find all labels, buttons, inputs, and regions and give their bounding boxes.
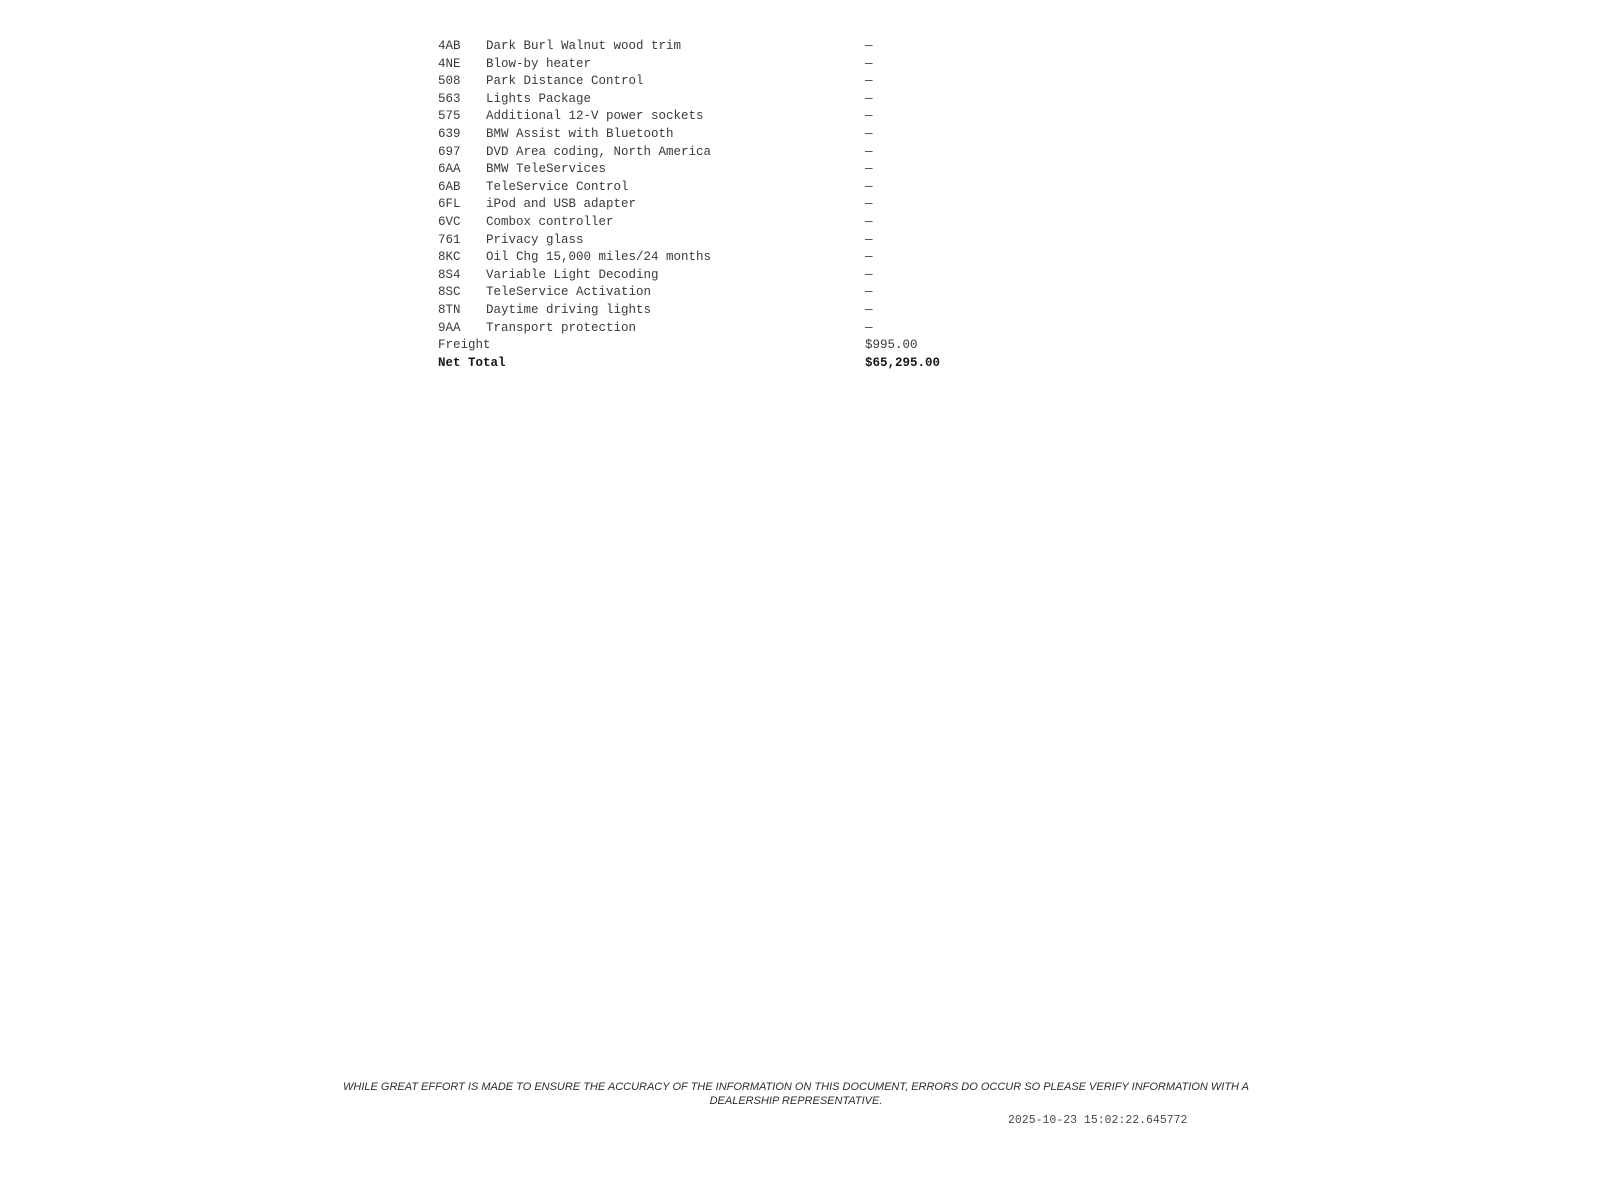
options-list <box>438 38 940 372</box>
summary-price: $995.00 <box>865 338 918 353</box>
option-code: 6AB <box>438 179 461 194</box>
option-code: 761 <box>438 232 461 247</box>
option-row <box>438 38 940 56</box>
option-row <box>438 161 940 179</box>
option-price: — <box>865 109 873 124</box>
option-description: Daytime driving lights <box>486 302 652 317</box>
option-code: 4AB <box>438 39 461 53</box>
option-price: — <box>865 285 873 300</box>
option-code: 508 <box>438 74 461 89</box>
disclaimer-line-2: DEALERSHIP REPRESENTATIVE. <box>709 1094 883 1107</box>
option-row <box>438 284 940 302</box>
option-price: — <box>865 162 873 177</box>
option-price: — <box>865 126 873 141</box>
option-price: — <box>865 179 873 194</box>
option-code: 8TN <box>438 302 461 317</box>
summary-label: Net Total <box>438 355 506 370</box>
option-row <box>438 56 940 74</box>
option-price: — <box>865 320 873 335</box>
option-code: 4NE <box>438 56 461 71</box>
option-price: — <box>865 267 873 282</box>
option-description: Dark Burl Walnut wood trim <box>486 39 682 53</box>
option-code: 6FL <box>438 197 461 212</box>
option-code: 697 <box>438 144 461 159</box>
option-description: TeleService Control <box>486 179 629 194</box>
option-price: — <box>865 144 873 159</box>
option-code: 8KC <box>438 250 461 265</box>
option-description: Variable Light Decoding <box>486 267 659 282</box>
option-row <box>438 196 940 214</box>
option-price: — <box>865 214 873 229</box>
option-code: 6AA <box>438 162 461 177</box>
option-description: Privacy glass <box>486 232 584 247</box>
option-row <box>438 91 940 109</box>
option-row <box>438 179 940 197</box>
option-code: 6VC <box>438 214 461 229</box>
option-row <box>438 144 940 162</box>
generation-timestamp: 2025-10-23 15:02:22.645772 <box>1008 1114 1188 1127</box>
summary-label: Freight <box>438 338 491 353</box>
option-price: — <box>865 91 873 106</box>
option-row <box>438 126 940 144</box>
option-description: TeleService Activation <box>486 285 652 300</box>
summary-price: $65,295.00 <box>865 355 941 370</box>
summary-row <box>438 337 940 355</box>
option-code: 575 <box>438 109 461 124</box>
option-description: Oil Chg 15,000 miles/24 months <box>486 250 712 265</box>
option-price: — <box>865 197 873 212</box>
option-description: Transport protection <box>486 320 637 335</box>
option-description: Park Distance Control <box>486 74 644 89</box>
option-code: 8SC <box>438 285 461 300</box>
option-row <box>438 249 940 267</box>
option-row <box>438 108 940 126</box>
option-description: BMW Assist with Bluetooth <box>486 126 674 141</box>
option-price: — <box>865 39 873 53</box>
option-price: — <box>865 74 873 89</box>
option-description: DVD Area coding, North America <box>486 144 712 159</box>
disclaimer-line-1: WHILE GREAT EFFORT IS MADE TO ENSURE THE ACCURACY OF THE INFORMATION ON THIS DOCUMENT, ERRORS DO OCCUR SO PLEASE VERIFY INFORMATION WITH A <box>343 1081 1249 1093</box>
option-row <box>438 214 940 232</box>
option-description: Lights Package <box>486 91 592 106</box>
option-code: 563 <box>438 91 461 106</box>
option-row <box>438 73 940 91</box>
option-price: — <box>865 56 873 71</box>
option-description: BMW TeleServices <box>486 162 607 177</box>
net-total-row <box>438 355 940 373</box>
option-code: 9AA <box>438 320 461 335</box>
option-description: Combox controller <box>486 214 614 229</box>
option-code: 8S4 <box>438 267 461 282</box>
option-row <box>438 232 940 250</box>
option-price: — <box>865 250 873 265</box>
option-row <box>438 302 940 320</box>
option-row <box>438 320 940 338</box>
option-price: — <box>865 302 873 317</box>
option-description: Blow-by heater <box>486 56 592 71</box>
option-description: Additional 12-V power sockets <box>486 109 704 124</box>
option-row <box>438 267 940 285</box>
option-code: 639 <box>438 126 461 141</box>
option-description: iPod and USB adapter <box>486 197 637 212</box>
option-price: — <box>865 232 873 247</box>
disclaimer <box>0 1081 1592 1108</box>
